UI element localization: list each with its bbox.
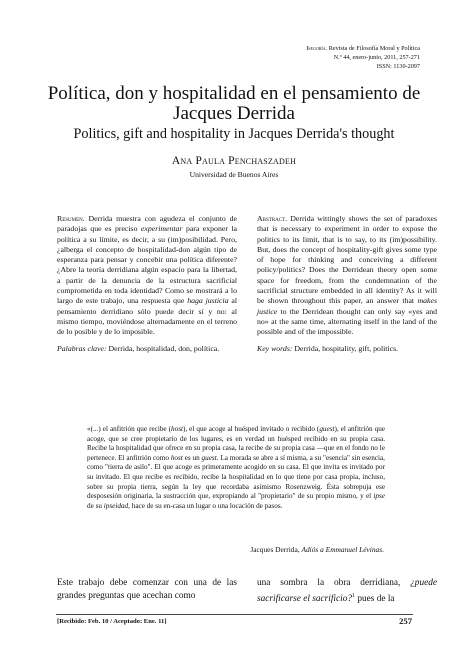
epigraph-attribution [250, 545, 384, 554]
journal-name: Isegoría [306, 45, 326, 52]
keywords-english [257, 344, 437, 354]
keywords-english-text: Derrida, hospitality, gift, politics. [292, 343, 399, 353]
abstract-english-text [257, 214, 437, 338]
body-text-part: pues de la [355, 593, 395, 604]
body-text-part: una sombra la obra derridiana, [257, 578, 411, 588]
footer-rule [56, 614, 413, 615]
body-text-left: Este trabajo debe comenzar con una de las grandes preguntas que acechan como [57, 578, 237, 601]
abstract-spanish-part: para exponer la política a su límite, es decir, a su (im)posibilidad. Pero, ¿alberga el concepto de hospitalidad-don algún tipo de esperanza para pensar y concebir una política diferente? ¿Abre la teoría derridiana algún espacio para la libertad, a partir de la denuncia de la estructura sacrificial comprometida en toda identidad? Como se mostrará a lo largo de este trabajo, una respuesta que [57, 224, 237, 306]
abstract-english-emphasis: makes justice [257, 296, 437, 316]
epigraph-author: Jacques Derrida, [250, 545, 302, 554]
epigraph-emphasis: guest [319, 425, 335, 433]
journal-issue: N.º 44, enero-junio, 2011, 257-271 [333, 54, 420, 61]
journal-header [306, 44, 420, 71]
epigraph-quote [87, 425, 385, 511]
epigraph-part: , hace de su en-casa un lugar o una locación de pasos. [128, 501, 283, 510]
article-subtitle: Politics, gift and hospitality in Jacques Derrida's thought [73, 126, 395, 142]
epigraph-emphasis: guest [201, 453, 217, 462]
epigraph-part: . La morada se abre a sí misma, a su "esencia" sin esencia, como "tierra de asilo". El que acoge es primeramente acogido en su casa. El que invita es invitado por su invitado. El que recibe es recibido, recibe la hospitalidad en lo que tiene por casa propia, incluso, sobre su propia tierra, según la ley que recordaba asimismo Rosenzweig. Ésta sobrepuja ese desposesión originaria, la sustracción que, expropiando al "propietario" de su propio mismo, y el [87, 453, 385, 501]
journal-header-line1 [306, 44, 420, 53]
epigraph-emphasis: ipseidad [103, 501, 129, 510]
epigraph-emphasis: host [171, 425, 183, 433]
epigraph-work: Adiós a Emmanuel Lévinas [301, 545, 383, 554]
epigraph-part: es un [182, 453, 202, 462]
epigraph-part: ), el anfitrión que acoge, que se cree propietario de los lugares, es en verdad un huésped recibido en su propia casa. Recibe la hospitalidad que ofrece en su propia casa, la recibe de su propia casa —que en el fondo no le pertenece. El anfitrión como [87, 425, 385, 462]
body-text-right [257, 577, 437, 605]
abstract-spanish-text [57, 214, 237, 338]
abstract-english [257, 214, 437, 354]
journal-issn: ISSN: 1130-2097 [376, 63, 420, 70]
received-accepted-dates: [Recibido: Feb. 10 / Aceptado: Ene. 11] [57, 618, 167, 625]
keywords-english-label: Key words: [257, 343, 293, 353]
abstract-english-part: to the Derridean thought can only say «yes and no» at the same time, alternating itself in the land of the possible and of the impossible. [257, 306, 437, 337]
body-text-emphasis: ¿puede sacrificarse el sacrificio? [257, 578, 437, 604]
author-affiliation: Universidad de Buenos Aires [189, 170, 279, 179]
keywords-spanish [57, 344, 237, 354]
abstract-english-label: Abstract. [257, 214, 288, 223]
epigraph-emphasis: host [170, 453, 183, 462]
page-number: 257 [399, 616, 412, 626]
epigraph-part: de su [87, 501, 104, 510]
epigraph-emphasis: ipse [373, 492, 385, 501]
abstract-spanish-part: Derrida muestra con agudeza el conjunto de paradojas que es preciso [57, 214, 237, 234]
author-name: Ana Paula Penchaszadeh [171, 155, 297, 167]
journal-subtitle: . Revista de Filosofía Moral y Política [325, 45, 420, 52]
abstract-english-part: Derrida wittingly shows the set of paradoxes that is necessary to experiment in order to expose the politics to its limit, that is to say, to its (im)possibility. But, does the concept of hospitality-gift gives some type of hope for thinking and conceiving a different policy/politics? Does the Derridean theory open some space for freedom, from the condemnation of the sacrificial structure embedded in all identity? As it will be shown throughout this paper, an answer that [257, 214, 437, 306]
epigraph-part: «(...) el anfitrión que recibe ( [87, 425, 172, 433]
epigraph-part: ), el que acoge al huésped invitado o recibido ( [183, 425, 320, 433]
epigraph-attribution-end: . [382, 545, 384, 554]
footnote-marker[interactable]: 1 [352, 592, 356, 599]
keywords-spanish-text: Derrida, hospitalidad, don, política. [106, 343, 220, 353]
abstract-spanish-emphasis: experimentar [140, 224, 183, 234]
abstract-spanish-part: al pensamiento derridiano sólo puede decir sí y no: al mismo tiempo, moviéndose alternadamente en el terreno de lo posible y de lo imposible. [57, 296, 238, 337]
keywords-spanish-label: Palabras clave: [57, 343, 107, 353]
abstract-spanish-label: Resumen. [57, 214, 85, 223]
abstract-spanish-emphasis: haga justicia [187, 296, 229, 306]
article-title: Política, don y hospitalidad en el pensamiento de Jacques Derrida [47, 83, 421, 124]
abstract-spanish [57, 214, 237, 354]
